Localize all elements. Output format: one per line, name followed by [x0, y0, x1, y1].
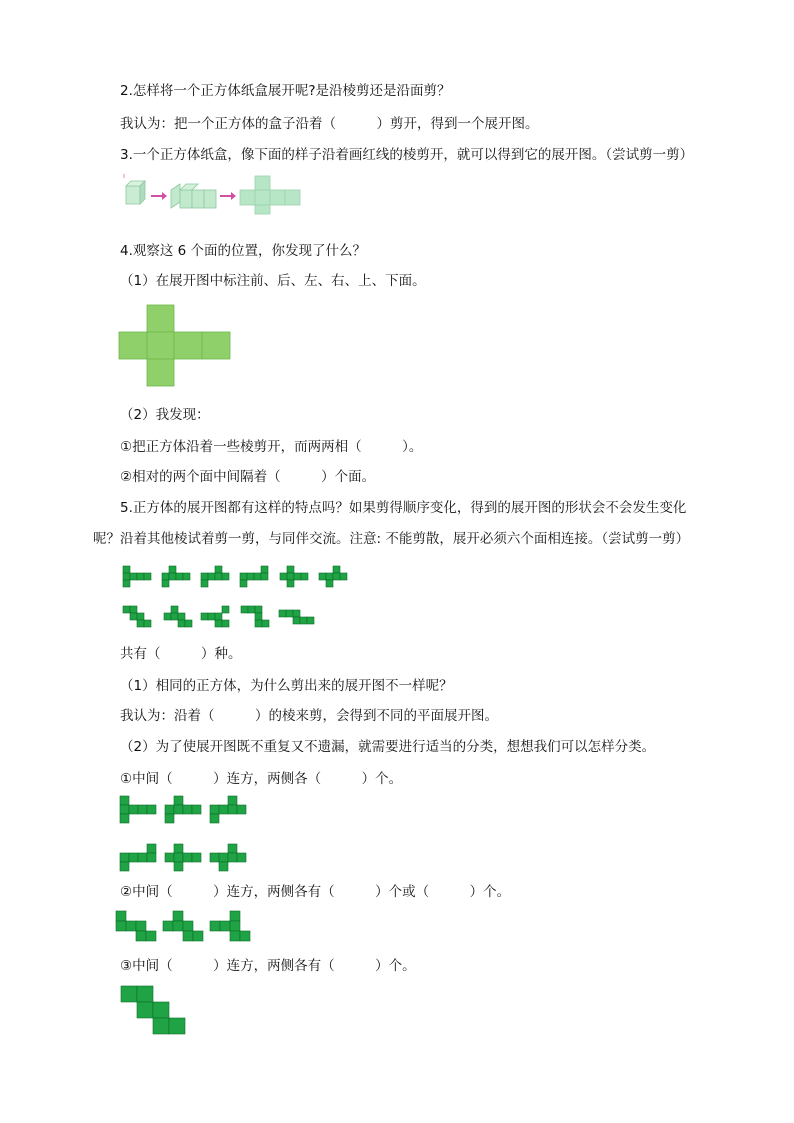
net-face-top: [147, 305, 174, 332]
net-1-4-1-f: [319, 566, 347, 587]
q2-answer: 我认为：把一个正方体的盒子沿着（ ）剪开，得到一个展开图。: [120, 116, 539, 132]
net-1-4-1-c: [210, 796, 246, 823]
net-1-4-1-e: [165, 844, 201, 871]
net-2-3-1-c: [210, 911, 250, 941]
q5-class1: ①中间（ ）连方，两侧各（ ）个。: [120, 771, 403, 787]
net-1-4-1-b: [162, 566, 190, 587]
net-2-2-2: [121, 986, 185, 1034]
q4-title: 4.观察这 6 个面的位置，你发现了什么？: [120, 243, 367, 259]
q5-class2: ②中间（ ）连方，两侧各有（ ）个或（ ）个。: [120, 884, 511, 900]
net-1-4-1-b: [165, 796, 201, 823]
q5-class3: ③中间（ ）连方，两侧各有（ ）个。: [120, 958, 416, 974]
net-face-back: [202, 332, 230, 359]
q4-find1: ①把正方体沿着一些棱剪开，而两两相（ ）。: [120, 439, 423, 455]
class3-net: [121, 986, 185, 1034]
q5-line2: 呢？沿着其他棱试着剪一剪，与同伴交流。注意: 不能剪散，展开必须六个面相连接。（尝试剪一剪）: [93, 531, 690, 547]
cube-figure: [124, 174, 145, 204]
net-1-4-1-d: [120, 844, 156, 871]
q5-sub2: （2）为了使展开图既不重复又不遗漏，就需要进行适当的分类，想想我们可以怎样分类。: [120, 739, 656, 755]
net-face-right: [174, 332, 202, 359]
net-2-3-1-c: [201, 606, 229, 627]
net-2-3-1-a: [116, 911, 156, 941]
q5-line1: 5.正方体的展开图都有这样的特点吗？如果剪得顺序变化，得到的展开图的形状会不会发生变化: [120, 500, 687, 516]
q5-sub1-answer: 我认为：沿着（ ）的棱来剪，会得到不同的平面展开图。: [120, 708, 498, 724]
partial-unfold-figure: [171, 184, 216, 208]
net-face-center: [147, 332, 174, 359]
net-3-3-b: [279, 610, 314, 624]
net-1-4-1-d: [240, 566, 268, 587]
class2-nets: [116, 911, 256, 943]
class1-nets-row-a: [120, 796, 250, 824]
q3-text: 3.一个正方体纸盒，像下面的样子沿着画红线的棱剪开，就可以得到它的展开图。（尝试剪一剪）: [120, 147, 694, 163]
net-1-4-1-e: [280, 566, 308, 587]
class1-nets-row-b: [120, 844, 250, 872]
net-3-3-a: [241, 606, 269, 627]
net-2-3-1-b: [163, 911, 203, 941]
arrow-icon: [151, 192, 167, 200]
net-face-bottom: [147, 359, 174, 386]
cross-net-figure: [240, 176, 300, 214]
arrow-icon: [220, 192, 236, 200]
q4-sub2: （2）我发现：: [120, 407, 210, 423]
q5-total: 共有（ ）种。: [120, 646, 242, 662]
nets-row-1: [123, 566, 353, 590]
net-1-4-1-a: [123, 566, 151, 587]
q2-question: 2.怎样将一个正方体纸盒展开呢?是沿棱剪还是沿面剪？: [120, 83, 451, 99]
net-2-3-1-b: [164, 606, 192, 627]
q4-sub1: （1）在展开图中标注前、后、左、右、上、下面。: [120, 273, 426, 289]
q5-sub1: （1）相同的正方体，为什么剪出来的展开图不一样呢？: [120, 678, 453, 694]
cube-unfolding-sequence: [120, 172, 310, 214]
q4-find2: ②相对的两个面中间隔着（ ）个面。: [120, 469, 376, 485]
net-1-4-1-a: [120, 796, 156, 823]
nets-row-2: [123, 606, 323, 632]
net-2-3-1-a: [123, 606, 151, 627]
net-1-4-1-c: [201, 566, 229, 587]
net-face-left: [119, 332, 147, 359]
cross-net-diagram[interactable]: [119, 305, 231, 387]
net-1-4-1-f: [210, 844, 246, 871]
